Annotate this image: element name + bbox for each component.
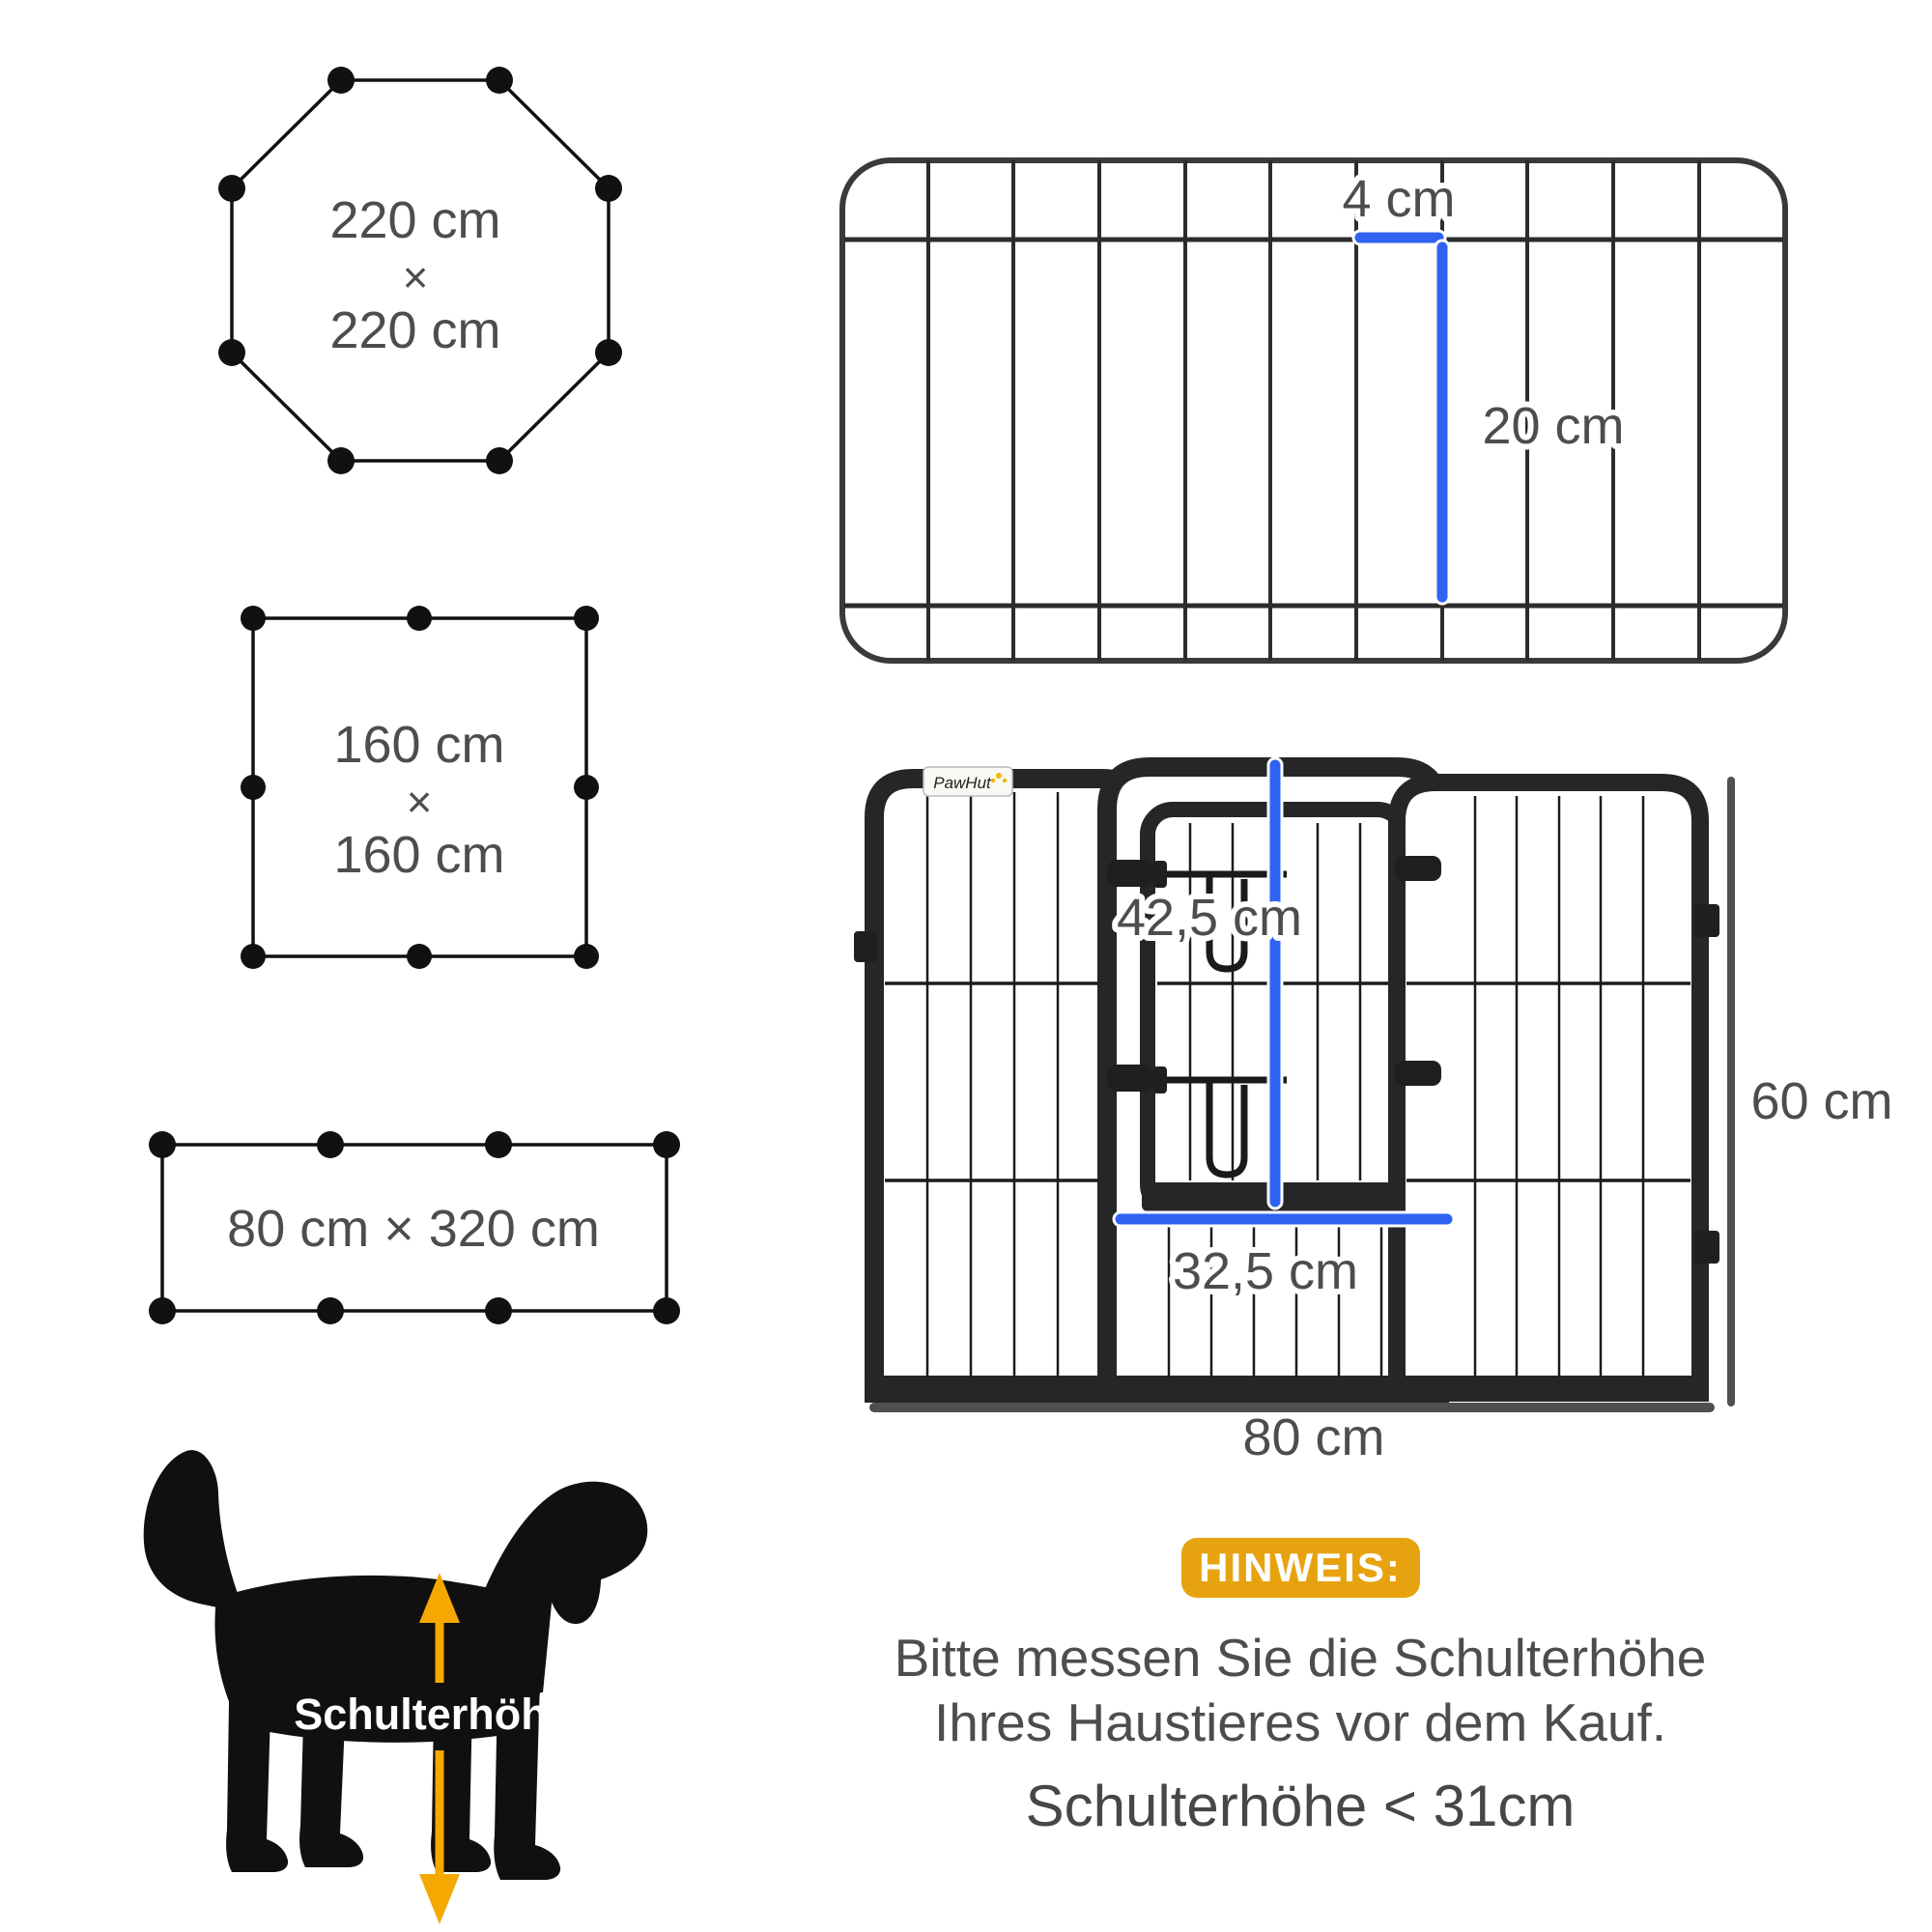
- joint-dot: [241, 606, 266, 631]
- notice-line1: Bitte messen Sie die Schulterhöhe: [894, 1628, 1707, 1688]
- joint-dot: [149, 1131, 176, 1158]
- square-height-label: 160 cm: [333, 826, 505, 884]
- joint-dot: [485, 1297, 512, 1324]
- joint-dot: [486, 67, 513, 94]
- notice-line2: Ihres Haustieres vor dem Kauf.: [933, 1692, 1667, 1752]
- notice-shoulder-limit: Schulterhöhe < 31cm: [1025, 1774, 1576, 1838]
- bar-gap-label: 4 cm: [1342, 170, 1456, 228]
- square-width-label: 160 cm: [333, 716, 505, 774]
- panel-height-label: 60 cm: [1750, 1072, 1893, 1130]
- joint-dot: [218, 175, 245, 202]
- octagon-height-label: 220 cm: [329, 301, 501, 359]
- latch-mount-bottom: [1153, 1066, 1167, 1094]
- octagon-size-diagram: [218, 67, 622, 474]
- brand-label-text: PawHut: [933, 774, 991, 792]
- row-size-label: 80 cm × 320 cm: [227, 1200, 600, 1258]
- dog-shoulder-diagram: [144, 1450, 648, 1924]
- door-width-label: 32,5 cm: [1172, 1242, 1359, 1300]
- paw-icon: [996, 773, 1002, 779]
- dog-front-leg: [494, 1642, 560, 1880]
- joint-dot: [218, 339, 245, 366]
- joint-dot: [241, 944, 266, 969]
- left-connector-tab: [854, 931, 877, 962]
- joint-dot: [317, 1131, 344, 1158]
- row-size-diagram: [149, 1131, 680, 1324]
- joint-dot: [574, 775, 599, 800]
- right-connector-tab-top: [1694, 904, 1719, 937]
- square-size-diagram: [241, 606, 599, 969]
- playpen-right-panel: [1395, 782, 1719, 1393]
- junction-tab-bottom: [1395, 1061, 1441, 1086]
- playpen-bottom-frame: [867, 1376, 1704, 1395]
- brand-label: [923, 767, 1012, 796]
- notice-section: [895, 1538, 1707, 1838]
- right-panel-frame: [1397, 782, 1700, 1393]
- arrow-upper-shaft: [436, 1619, 444, 1683]
- junction-tab-top: [1395, 856, 1441, 881]
- dog-silhouette: [144, 1450, 648, 1880]
- joint-dot: [407, 944, 432, 969]
- shoulder-height-label: Schulterhöhe: [294, 1690, 572, 1739]
- octagon-times-symbol: ×: [402, 252, 429, 302]
- joint-dot: [327, 447, 355, 474]
- octagon-width-label: 220 cm: [329, 191, 501, 249]
- joint-dot: [149, 1297, 176, 1324]
- playpen-illustration: [854, 765, 1893, 1466]
- notice-badge-label: HINWEIS:: [1199, 1545, 1402, 1590]
- joint-dot: [241, 775, 266, 800]
- joint-dot: [486, 447, 513, 474]
- door-hinge-bottom: [1107, 1065, 1153, 1092]
- joint-dot: [327, 67, 355, 94]
- dog-tail: [144, 1450, 245, 1613]
- panel-spacing-detail: [842, 160, 1785, 661]
- bar-height-label: 20 cm: [1482, 397, 1625, 455]
- door-hinge-top: [1107, 860, 1153, 887]
- paw-icon: [1003, 779, 1007, 782]
- paw-icon: [991, 779, 995, 782]
- joint-dot: [653, 1131, 680, 1158]
- right-connector-tab-bottom: [1694, 1231, 1719, 1264]
- door-height-label: 42,5 cm: [1116, 889, 1303, 947]
- joint-dot: [574, 944, 599, 969]
- joint-dot: [407, 606, 432, 631]
- panel-width-label: 80 cm: [1242, 1408, 1385, 1466]
- arrow-down-head: [419, 1874, 460, 1924]
- arrow-lower-shaft: [436, 1750, 444, 1880]
- joint-dot: [574, 606, 599, 631]
- panel-outer-frame: [842, 160, 1785, 661]
- square-times-symbol: ×: [406, 777, 433, 827]
- joint-dot: [317, 1297, 344, 1324]
- playpen-left-panel: [854, 779, 1140, 1393]
- joint-dot: [485, 1131, 512, 1158]
- joint-dot: [653, 1297, 680, 1324]
- joint-dot: [595, 175, 622, 202]
- joint-dot: [595, 339, 622, 366]
- latch-mount-top: [1153, 861, 1167, 888]
